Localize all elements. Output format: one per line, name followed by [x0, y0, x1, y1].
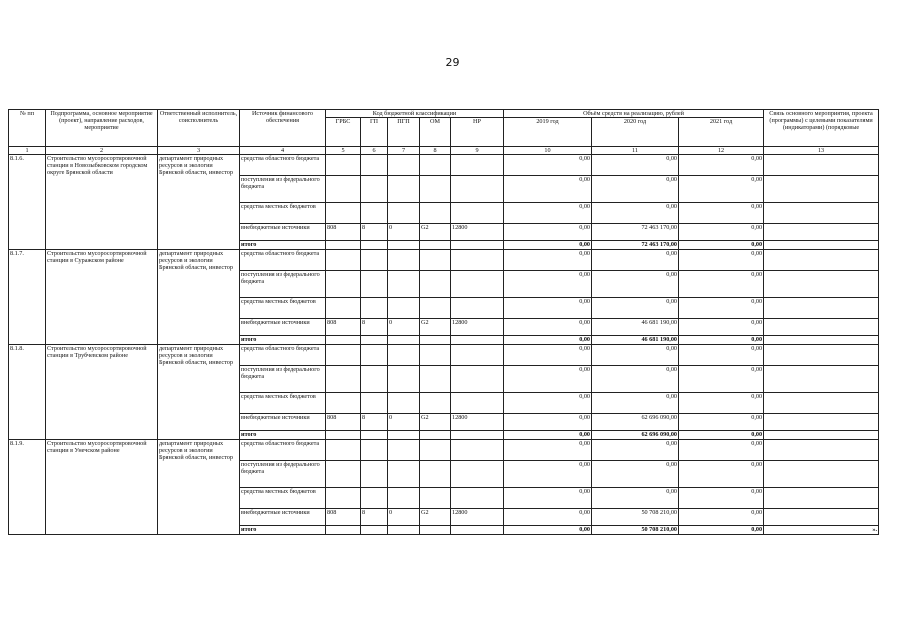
- code-cell: [388, 393, 420, 414]
- value-2021: 0,00: [679, 509, 764, 526]
- code-grbs: 808: [326, 224, 361, 241]
- value-2020: 0,00: [592, 176, 679, 203]
- code-cell: [361, 345, 388, 366]
- header-2020: 2020 год: [592, 118, 679, 147]
- value-2020: 46 681 190,00: [592, 319, 679, 336]
- value-2019: 0,00: [504, 298, 592, 319]
- code-cell: [326, 431, 361, 440]
- code-cell: [326, 336, 361, 345]
- funding-source: средства местных бюджетов: [240, 393, 326, 414]
- funding-source: средства областного бюджета: [240, 250, 326, 271]
- value-2019: 0,00: [504, 203, 592, 224]
- funding-source: итого: [240, 526, 326, 535]
- col-number: 13: [764, 147, 879, 155]
- funding-source: поступления из федерального бюджета: [240, 461, 326, 488]
- indicator-link: [764, 241, 879, 250]
- indicator-link: [764, 176, 879, 203]
- code-cell: [361, 155, 388, 176]
- funding-source: поступления из федерального бюджета: [240, 366, 326, 393]
- funding-source: средства местных бюджетов: [240, 488, 326, 509]
- code-pgp: 0: [388, 319, 420, 336]
- code-cell: [388, 431, 420, 440]
- header-gp: ГП: [361, 118, 388, 147]
- col-number: 5: [326, 147, 361, 155]
- code-om: G2: [420, 319, 451, 336]
- budget-table: [8, 109, 879, 535]
- code-np: 12800: [451, 509, 504, 526]
- code-cell: [420, 526, 451, 535]
- code-cell: [326, 203, 361, 224]
- code-cell: [420, 440, 451, 461]
- value-2019: 0,00: [504, 440, 592, 461]
- indicator-link: [764, 155, 879, 176]
- code-cell: [326, 345, 361, 366]
- code-cell: [326, 366, 361, 393]
- code-gp: 8: [361, 319, 388, 336]
- code-om: G2: [420, 414, 451, 431]
- funding-source: внебюджетные источники: [240, 414, 326, 431]
- code-om: G2: [420, 224, 451, 241]
- value-2020: 0,00: [592, 155, 679, 176]
- value-2021: 0,00: [679, 224, 764, 241]
- page-number: 29: [445, 56, 460, 69]
- code-cell: [361, 431, 388, 440]
- code-cell: [388, 461, 420, 488]
- code-np: 12800: [451, 224, 504, 241]
- code-cell: [451, 345, 504, 366]
- code-cell: [451, 203, 504, 224]
- value-2020: 0,00: [592, 203, 679, 224]
- value-2021: 0,00: [679, 298, 764, 319]
- code-om: G2: [420, 509, 451, 526]
- header-grbs: ГРБС: [326, 118, 361, 147]
- value-2019: 0,00: [504, 271, 592, 298]
- indicator-link: [764, 440, 879, 461]
- code-cell: [326, 440, 361, 461]
- indicator-link: [764, 203, 879, 224]
- code-cell: [420, 431, 451, 440]
- code-cell: [326, 241, 361, 250]
- header-om: ОМ: [420, 118, 451, 147]
- value-2019: 0,00: [504, 176, 592, 203]
- code-np: 12800: [451, 414, 504, 431]
- code-gp: 8: [361, 414, 388, 431]
- code-gp: 8: [361, 224, 388, 241]
- code-cell: [388, 250, 420, 271]
- col-number: 1: [9, 147, 46, 155]
- table-row: [9, 250, 879, 271]
- value-2020: 0,00: [592, 488, 679, 509]
- code-cell: [361, 250, 388, 271]
- code-cell: [361, 176, 388, 203]
- indicator-link: [764, 393, 879, 414]
- value-2019: 0,00: [504, 250, 592, 271]
- code-cell: [326, 271, 361, 298]
- funding-source: средства областного бюджета: [240, 155, 326, 176]
- code-cell: [388, 298, 420, 319]
- header-program: Подпрограмма, основное мероприятие (проект), направление расходов, мероприятие: [46, 110, 158, 147]
- col-number: 7: [388, 147, 420, 155]
- value-2020: 0,00: [592, 345, 679, 366]
- code-cell: [420, 488, 451, 509]
- value-2019: 0,00: [504, 488, 592, 509]
- value-2020: 72 463 170,00: [592, 241, 679, 250]
- code-cell: [451, 250, 504, 271]
- row-number: 8.1.7.: [9, 250, 46, 345]
- value-2021: 0,00: [679, 526, 764, 535]
- code-pgp: 0: [388, 509, 420, 526]
- code-cell: [420, 155, 451, 176]
- indicator-link: [764, 224, 879, 241]
- header-link: Связь основного мероприятия, проекта (программы) с целевыми показателями (индикаторами) (порядковые: [764, 110, 879, 147]
- code-cell: [451, 526, 504, 535]
- value-2021: 0,00: [679, 414, 764, 431]
- value-2020: 0,00: [592, 366, 679, 393]
- indicator-link: [764, 509, 879, 526]
- indicator-link: [764, 271, 879, 298]
- code-cell: [451, 488, 504, 509]
- value-2021: 0,00: [679, 488, 764, 509]
- code-cell: [451, 176, 504, 203]
- value-2021: 0,00: [679, 319, 764, 336]
- col-number: 8: [420, 147, 451, 155]
- executor: департамент природных ресурсов и экологии Брянской области, инвестор: [158, 155, 240, 250]
- header-2021: 2021 год: [679, 118, 764, 147]
- table-body: [9, 155, 879, 535]
- indicator-link: [764, 366, 879, 393]
- code-cell: [361, 271, 388, 298]
- funding-source: средства местных бюджетов: [240, 298, 326, 319]
- code-cell: [388, 176, 420, 203]
- value-2019: 0,00: [504, 336, 592, 345]
- value-2021: 0,00: [679, 241, 764, 250]
- value-2021: 0,00: [679, 366, 764, 393]
- code-pgp: 0: [388, 414, 420, 431]
- code-cell: [361, 241, 388, 250]
- code-cell: [388, 526, 420, 535]
- code-cell: [388, 271, 420, 298]
- end-mark: ».: [764, 526, 879, 535]
- value-2021: 0,00: [679, 461, 764, 488]
- value-2020: 0,00: [592, 250, 679, 271]
- funding-source: внебюджетные источники: [240, 319, 326, 336]
- header-2019: 2019 год: [504, 118, 592, 147]
- table-header: [9, 110, 879, 155]
- funding-source: итого: [240, 241, 326, 250]
- indicator-link: [764, 250, 879, 271]
- code-cell: [451, 298, 504, 319]
- code-cell: [388, 366, 420, 393]
- indicator-link: [764, 319, 879, 336]
- funding-source: поступления из федерального бюджета: [240, 271, 326, 298]
- code-cell: [420, 393, 451, 414]
- value-2021: 0,00: [679, 176, 764, 203]
- col-number: 2: [46, 147, 158, 155]
- code-cell: [361, 203, 388, 224]
- col-number: 3: [158, 147, 240, 155]
- funding-source: средства областного бюджета: [240, 345, 326, 366]
- code-cell: [451, 461, 504, 488]
- header-pgp: ПГП: [388, 118, 420, 147]
- code-grbs: 808: [326, 414, 361, 431]
- code-cell: [388, 155, 420, 176]
- executor: департамент природных ресурсов и экологии Брянской области, инвестор: [158, 345, 240, 440]
- indicator-link: [764, 431, 879, 440]
- column-numbers-row: [9, 147, 879, 155]
- col-number: 6: [361, 147, 388, 155]
- value-2020: 0,00: [592, 271, 679, 298]
- code-cell: [451, 271, 504, 298]
- header-executor: Ответственный исполнитель, соисполнитель: [158, 110, 240, 147]
- code-cell: [361, 526, 388, 535]
- value-2021: 0,00: [679, 440, 764, 461]
- activity-name: Строительство мусоросортировочной станции в Новозыбковском городском округе Брянской области: [46, 155, 158, 250]
- code-cell: [420, 461, 451, 488]
- value-2020: 0,00: [592, 461, 679, 488]
- indicator-link: [764, 461, 879, 488]
- code-cell: [451, 393, 504, 414]
- value-2019: 0,00: [504, 224, 592, 241]
- value-2020: 46 681 190,00: [592, 336, 679, 345]
- activity-name: Строительство мусоросортировочной станции в Суражском районе: [46, 250, 158, 345]
- indicator-link: [764, 414, 879, 431]
- value-2020: 62 696 090,00: [592, 431, 679, 440]
- header-np: НР: [451, 118, 504, 147]
- code-cell: [388, 336, 420, 345]
- indicator-link: [764, 336, 879, 345]
- code-cell: [361, 440, 388, 461]
- code-cell: [388, 488, 420, 509]
- value-2021: 0,00: [679, 431, 764, 440]
- header-num: № пп: [9, 110, 46, 147]
- value-2021: 0,00: [679, 155, 764, 176]
- value-2021: 0,00: [679, 250, 764, 271]
- code-np: 12800: [451, 319, 504, 336]
- value-2020: 0,00: [592, 440, 679, 461]
- value-2020: 62 696 090,00: [592, 414, 679, 431]
- code-cell: [420, 176, 451, 203]
- value-2019: 0,00: [504, 431, 592, 440]
- code-cell: [420, 336, 451, 345]
- code-grbs: 808: [326, 509, 361, 526]
- code-cell: [451, 336, 504, 345]
- funding-source: итого: [240, 431, 326, 440]
- code-cell: [361, 488, 388, 509]
- code-cell: [388, 440, 420, 461]
- activity-name: Строительство мусоросортировочной станции в Трубчевском районе: [46, 345, 158, 440]
- activity-name: Строительство мусоросортировочной станции в Унечском районе: [46, 440, 158, 535]
- funding-source: средства местных бюджетов: [240, 203, 326, 224]
- row-number: 8.1.8.: [9, 345, 46, 440]
- value-2021: 0,00: [679, 345, 764, 366]
- value-2021: 0,00: [679, 203, 764, 224]
- code-cell: [451, 366, 504, 393]
- code-cell: [420, 271, 451, 298]
- code-cell: [388, 203, 420, 224]
- row-number: 8.1.6.: [9, 155, 46, 250]
- col-number: 4: [240, 147, 326, 155]
- value-2019: 0,00: [504, 461, 592, 488]
- code-cell: [326, 461, 361, 488]
- code-cell: [388, 241, 420, 250]
- value-2021: 0,00: [679, 336, 764, 345]
- code-cell: [451, 431, 504, 440]
- value-2019: 0,00: [504, 155, 592, 176]
- code-cell: [361, 366, 388, 393]
- value-2019: 0,00: [504, 366, 592, 393]
- value-2021: 0,00: [679, 271, 764, 298]
- code-cell: [326, 393, 361, 414]
- funding-source: итого: [240, 336, 326, 345]
- value-2019: 0,00: [504, 509, 592, 526]
- col-number: 10: [504, 147, 592, 155]
- code-cell: [388, 345, 420, 366]
- value-2021: 0,00: [679, 393, 764, 414]
- code-cell: [361, 336, 388, 345]
- code-cell: [326, 176, 361, 203]
- code-cell: [361, 393, 388, 414]
- funding-source: внебюджетные источники: [240, 509, 326, 526]
- value-2019: 0,00: [504, 414, 592, 431]
- header-budget-code: Код бюджетной классификации: [326, 110, 504, 118]
- value-2019: 0,00: [504, 393, 592, 414]
- table-row: [9, 345, 879, 366]
- code-cell: [420, 298, 451, 319]
- value-2020: 0,00: [592, 393, 679, 414]
- col-number: 9: [451, 147, 504, 155]
- value-2020: 72 463 170,00: [592, 224, 679, 241]
- code-cell: [451, 155, 504, 176]
- indicator-link: [764, 298, 879, 319]
- header-volume: Объём средств на реализацию, рублей: [504, 110, 764, 118]
- value-2019: 0,00: [504, 345, 592, 366]
- value-2020: 50 708 210,00: [592, 526, 679, 535]
- header-source: Источник финансового обеспечения: [240, 110, 326, 147]
- code-grbs: 808: [326, 319, 361, 336]
- value-2019: 0,00: [504, 241, 592, 250]
- code-pgp: 0: [388, 224, 420, 241]
- code-cell: [420, 203, 451, 224]
- code-cell: [361, 461, 388, 488]
- code-gp: 8: [361, 509, 388, 526]
- executor: департамент природных ресурсов и экологии Брянской области, инвестор: [158, 440, 240, 535]
- code-cell: [326, 155, 361, 176]
- code-cell: [361, 298, 388, 319]
- funding-source: средства областного бюджета: [240, 440, 326, 461]
- value-2020: 0,00: [592, 298, 679, 319]
- code-cell: [420, 241, 451, 250]
- table-row: [9, 440, 879, 461]
- value-2019: 0,00: [504, 319, 592, 336]
- executor: департамент природных ресурсов и экологии Брянской области, инвестор: [158, 250, 240, 345]
- code-cell: [326, 250, 361, 271]
- row-number: 8.1.9.: [9, 440, 46, 535]
- funding-source: поступления из федерального бюджета: [240, 176, 326, 203]
- col-number: 12: [679, 147, 764, 155]
- code-cell: [326, 298, 361, 319]
- code-cell: [420, 345, 451, 366]
- funding-source: внебюджетные источники: [240, 224, 326, 241]
- table-row: [9, 155, 879, 176]
- value-2019: 0,00: [504, 526, 592, 535]
- indicator-link: [764, 488, 879, 509]
- code-cell: [451, 241, 504, 250]
- value-2020: 50 708 210,00: [592, 509, 679, 526]
- col-number: 11: [592, 147, 679, 155]
- code-cell: [420, 250, 451, 271]
- code-cell: [326, 526, 361, 535]
- code-cell: [420, 366, 451, 393]
- indicator-link: [764, 345, 879, 366]
- code-cell: [326, 488, 361, 509]
- code-cell: [451, 440, 504, 461]
